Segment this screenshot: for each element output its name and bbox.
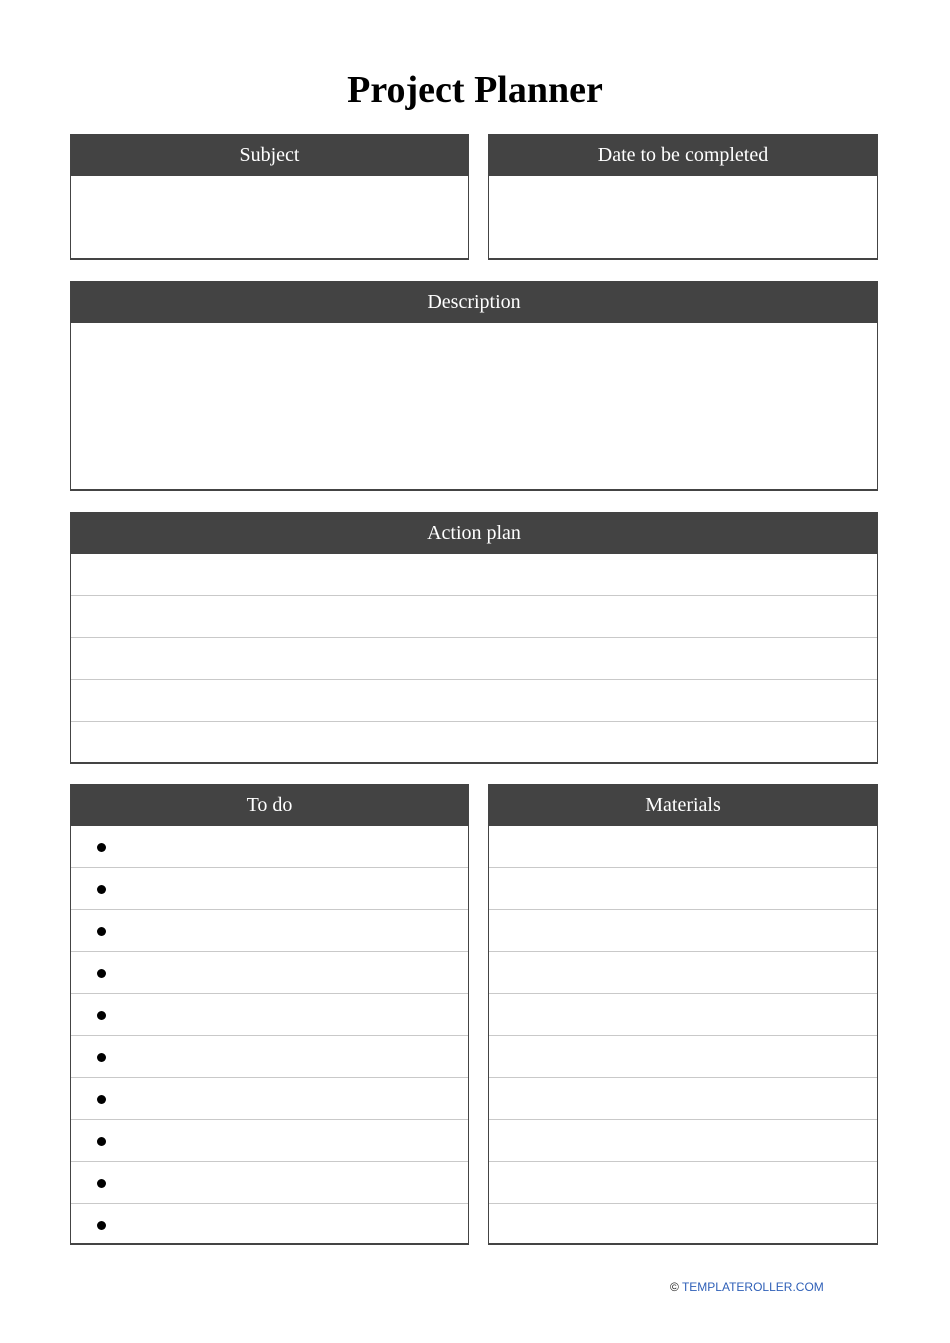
footer-credit (670, 1280, 824, 1294)
todo-header: To do (71, 784, 468, 826)
materials-row[interactable] (489, 826, 877, 868)
materials-row[interactable] (489, 910, 877, 952)
materials-row[interactable] (489, 952, 877, 994)
action-plan-row[interactable] (71, 596, 877, 638)
bullet-icon (97, 1053, 106, 1062)
action-plan-box (70, 512, 878, 764)
bullet-icon (97, 1221, 106, 1230)
todo-row[interactable] (71, 1204, 468, 1246)
action-plan-row[interactable] (71, 722, 877, 764)
bullet-icon (97, 1095, 106, 1104)
materials-row[interactable] (489, 1162, 877, 1204)
action-plan-row[interactable] (71, 638, 877, 680)
action-plan-header: Action plan (71, 512, 877, 554)
page-title: Project Planner (347, 69, 603, 111)
subject-header: Subject (71, 134, 468, 176)
materials-row[interactable] (489, 868, 877, 910)
todo-row[interactable] (71, 1036, 468, 1078)
todo-rows (71, 826, 468, 1246)
date-field[interactable] (489, 176, 877, 258)
todo-box (70, 784, 469, 1245)
bullet-icon (97, 969, 106, 978)
todo-row[interactable] (71, 952, 468, 994)
action-plan-row[interactable] (71, 554, 877, 596)
todo-row[interactable] (71, 910, 468, 952)
description-header: Description (71, 281, 877, 323)
action-plan-rows (71, 554, 877, 764)
bullet-icon (97, 885, 106, 894)
bullet-icon (97, 927, 106, 936)
materials-row[interactable] (489, 1036, 877, 1078)
bullet-icon (97, 1179, 106, 1188)
materials-row[interactable] (489, 1078, 877, 1120)
todo-row[interactable] (71, 1162, 468, 1204)
subject-field[interactable] (71, 176, 468, 258)
bullet-icon (97, 1137, 106, 1146)
bullet-icon (97, 843, 106, 852)
description-box (70, 281, 878, 491)
materials-rows (489, 826, 877, 1246)
bullet-icon (97, 1011, 106, 1020)
date-box (488, 134, 878, 260)
action-plan-row[interactable] (71, 680, 877, 722)
materials-row[interactable] (489, 1120, 877, 1162)
footer-link[interactable]: TEMPLATEROLLER.COM (681, 1280, 824, 1294)
description-field[interactable] (71, 323, 877, 489)
subject-box (70, 134, 469, 260)
date-header: Date to be completed (489, 134, 877, 176)
materials-row[interactable] (489, 994, 877, 1036)
materials-box (488, 784, 878, 1245)
materials-header: Materials (489, 784, 877, 826)
todo-row[interactable] (71, 826, 468, 868)
materials-row[interactable] (489, 1204, 877, 1246)
todo-row[interactable] (71, 1120, 468, 1162)
copyright-symbol: © (670, 1280, 679, 1294)
todo-row[interactable] (71, 994, 468, 1036)
todo-row[interactable] (71, 868, 468, 910)
todo-row[interactable] (71, 1078, 468, 1120)
